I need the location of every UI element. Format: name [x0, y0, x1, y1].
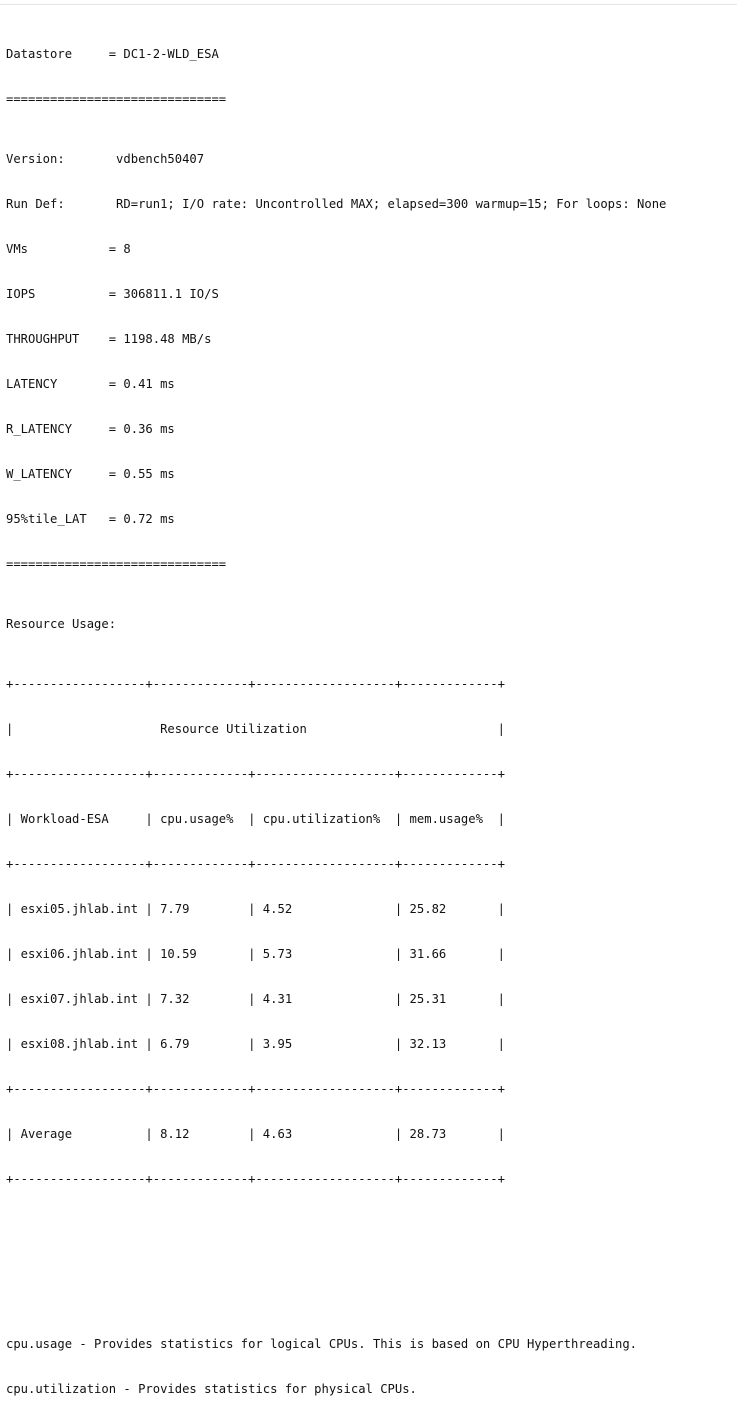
top-divider [0, 4, 737, 5]
resource-usage-heading: Resource Usage: [6, 617, 117, 631]
table-title-row: | Resource Utilization | [6, 722, 505, 736]
summary-version: Version: vdbench50407 [6, 152, 205, 166]
summary-read-latency: R_LATENCY = 0.36 ms [6, 422, 175, 436]
summary-rule: ============================== [6, 557, 227, 571]
vdbench-report [6, 17, 666, 1412]
table-header-row: | Workload-ESA | cpu.usage% | cpu.utilization% | mem.usage% | [6, 812, 505, 826]
table-border-title: +------------------+-------------+-------------------+-------------+ [6, 767, 505, 781]
summary-95th-latency: 95%tile_LAT = 0.72 ms [6, 512, 175, 526]
summary-throughput: THROUGHPUT = 1198.48 MB/s [6, 332, 212, 346]
summary-vms: VMs = 8 [6, 242, 131, 256]
datastore-line: Datastore = DC1-2-WLD_ESA [6, 47, 219, 61]
table-row: | esxi08.jhlab.int | 6.79 | 3.95 | 32.13 | [6, 1037, 505, 1051]
spacer [6, 1277, 666, 1292]
summary-iops: IOPS = 306811.1 IO/S [6, 287, 219, 301]
table-border-top: +------------------+-------------+-------------------+-------------+ [6, 677, 505, 691]
note-cpu-utilization: cpu.utilization - Provides statistics for physical CPUs. [6, 1382, 417, 1396]
table-border-header: +------------------+-------------+-------------------+-------------+ [6, 857, 505, 871]
table-average-row: | Average | 8.12 | 4.63 | 28.73 | [6, 1127, 505, 1141]
summary-latency: LATENCY = 0.41 ms [6, 377, 175, 391]
summary-run-def: Run Def: RD=run1; I/O rate: Uncontrolled MAX; elapsed=300 warmup=15; For loops: None [6, 197, 667, 211]
table-border-bottom: +------------------+-------------+-------------------+-------------+ [6, 1172, 505, 1186]
table-row: | esxi06.jhlab.int | 10.59 | 5.73 | 31.66 | [6, 947, 505, 961]
table-row: | esxi07.jhlab.int | 7.32 | 4.31 | 25.31 | [6, 992, 505, 1006]
note-cpu-usage: cpu.usage - Provides statistics for logical CPUs. This is based on CPU Hyperthreading. [6, 1337, 638, 1351]
spacer [6, 1232, 666, 1247]
summary-write-latency: W_LATENCY = 0.55 ms [6, 467, 175, 481]
table-border-rows: +------------------+-------------+-------------------+-------------+ [6, 1082, 505, 1096]
table-row: | esxi05.jhlab.int | 7.79 | 4.52 | 25.82 | [6, 902, 505, 916]
header-rule: ============================== [6, 92, 227, 106]
